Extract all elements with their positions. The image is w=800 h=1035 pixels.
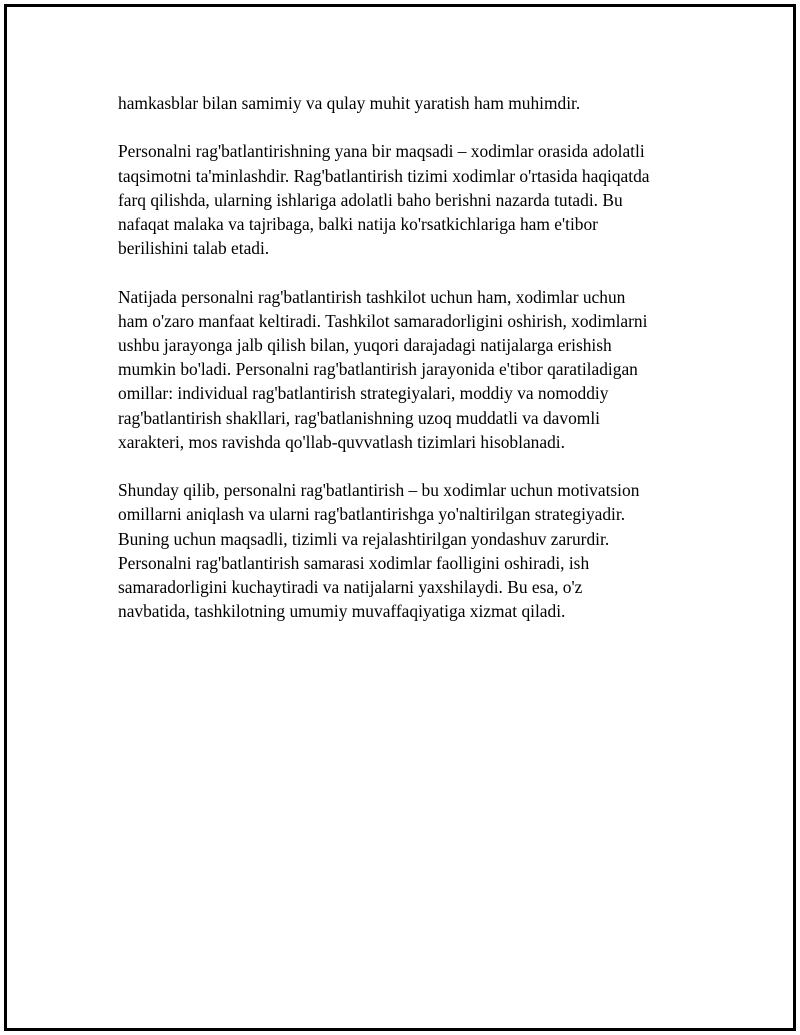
text-line: Natijada personalni rag'batlantirish tashkilot uchun ham, xodimlar uchun — [118, 286, 626, 307]
text-line: Personalni rag'batlantirish samarasi xodimlar faolligini oshiradi, ish — [118, 552, 590, 573]
text-line: omillar: individual rag'batlantirish strategiyalari, moddiy va nomoddiy — [118, 383, 609, 404]
text-line: taqsimotni ta'minlashdir. Rag'batlantirish tizimi xodimlar o'rtasida haqiqatda — [118, 165, 650, 186]
text-line: omillarni aniqlash va ularni rag'batlantirishga yo'naltirilgan strategiyadir. — [118, 504, 626, 525]
document-body — [118, 91, 678, 648]
text-line: Personalni rag'batlantirishning yana bir maqsadi – xodimlar orasida adolatli — [118, 141, 645, 162]
text-line: samaradorligini kuchaytiradi va natijalarni yaxshilaydi. Bu esa, o'z — [118, 577, 583, 598]
text-line: ushbu jarayonga jalb qilish bilan, yuqori darajadagi natijalarga erishish — [118, 335, 612, 355]
text-line: farq qilishda, ularning ishlariga adolatli baho berishni nazarda tutadi. Bu — [118, 189, 623, 210]
paragraph-4 — [118, 478, 678, 623]
text-line: mumkin bo'ladi. Personalni rag'batlantirish jarayonida e'tibor qaratiladigan — [118, 359, 638, 380]
text-line: berilishini talab etadi. — [118, 238, 270, 259]
text-line: Buning uchun maqsadli, tizimli va rejalashtirilgan yondashuv zarurdir. — [118, 528, 610, 549]
text-line: navbatida, tashkilotning umumiy muvaffaqiyatiga xizmat qiladi. — [118, 601, 566, 622]
text-line: ham o'zaro manfaat keltiradi. Tashkilot samaradorligini oshirish, xodimlarni — [118, 310, 648, 331]
paragraph-2 — [118, 139, 678, 260]
text-line: xarakteri, mos ravishda qo'llab-quvvatlash tizimlari hisoblanadi. — [118, 431, 565, 452]
text-line: Shunday qilib, personalni rag'batlantirish – bu xodimlar uchun motivatsion — [118, 480, 640, 501]
text-line: rag'batlantirish shakllari, rag'batlanishning uzoq muddatli va davomli — [118, 407, 600, 428]
paragraph-3 — [118, 285, 678, 454]
text-line: nafaqat malaka va tajribaga, balki natija ko'rsatkichlariga ham e'tibor — [118, 214, 598, 234]
paragraph-1 — [118, 91, 678, 115]
text-line: hamkasblar bilan samimiy va qulay muhit yaratish ham muhimdir. — [118, 93, 581, 113]
